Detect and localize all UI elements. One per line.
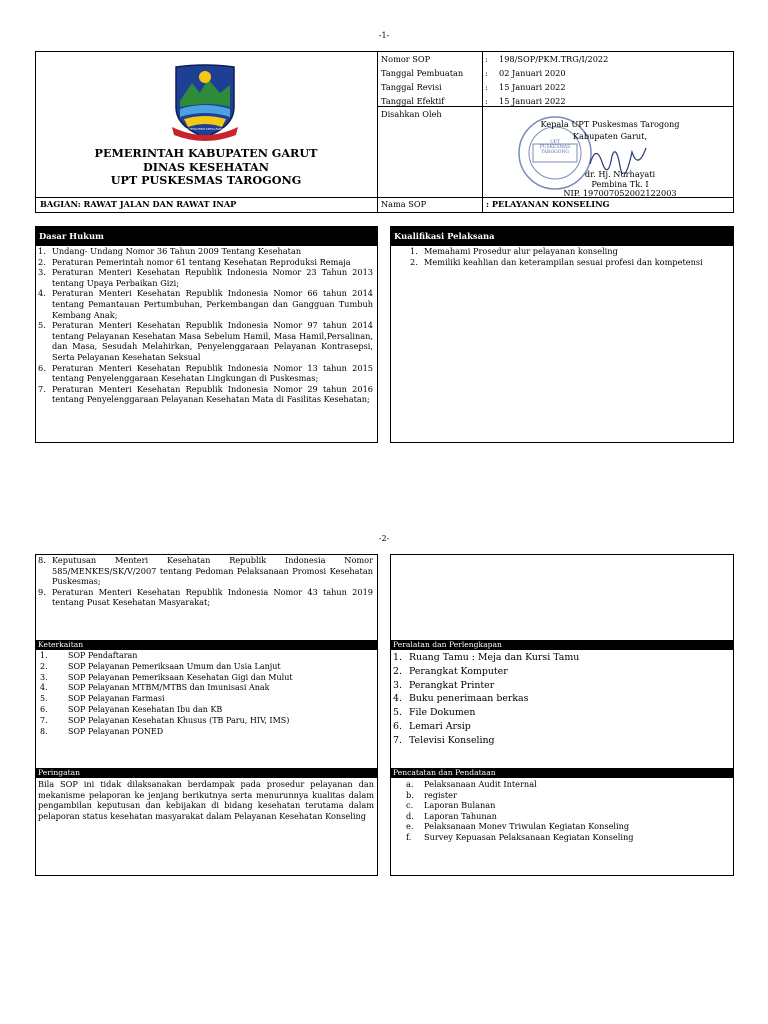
list-text: Peraturan Menteri Kesehatan Republik Indonesia Nomor 97 tahun 2014 tentang Pelayanan Kesehatan Masa Sebelum Hamil, Masa Hamil,Persalinan, dan Masa, Sesudah Melahirkan, Penyelenggaraan Pelayanan Kontrasepsi, Serta Pelayanan Kesehatan Seksual — [52, 320, 373, 362]
list-number: 3. — [393, 679, 402, 691]
list-item — [38, 267, 373, 288]
list-item — [40, 662, 370, 673]
list-number: 2. — [38, 256, 46, 267]
list-number: 9. — [38, 586, 46, 597]
list-text: Peraturan Menteri Kesehatan Republik Indonesia Nomor 29 tahun 2016 tentang Penyelenggaraan Pelayanan Kesehatan Mata di Fasilitas Kesehatan; — [52, 383, 373, 405]
org-line-2: DINAS KESEHATAN — [143, 159, 269, 174]
list-item — [393, 651, 723, 665]
meta-separator: : — [485, 82, 488, 92]
list-number: 1. — [38, 246, 46, 256]
list-item — [393, 734, 723, 748]
stamp-text: UPT PUSKESMAS TAROGONG — [539, 140, 571, 155]
list-number: b. — [406, 789, 414, 800]
list-number: 2. — [393, 665, 402, 677]
list-text: Laporan Tahunan — [424, 810, 497, 821]
list-text: Undang- Undang Nomor 36 Tahun 2009 Tentang Kesehatan — [52, 246, 302, 256]
meta-value: 198/SOP/PKM.TRG/I/2022 — [499, 54, 609, 64]
list-number: 3. — [38, 267, 46, 278]
list-text: Pelaksanaan Audit Internal — [424, 779, 537, 789]
list-item — [38, 288, 373, 320]
signatory-nip: NIP. 197007052002122003 — [563, 188, 677, 199]
list-item — [393, 706, 723, 720]
organization-title — [36, 147, 376, 188]
list-text: Peraturan Pemerintah nomor 61 tentang Kesehatan Reproduksi Remaja — [52, 256, 351, 267]
meta-separator: : — [485, 54, 488, 64]
list-number: c. — [406, 800, 414, 811]
meta-separator: : — [485, 96, 488, 106]
list-number: 5. — [38, 320, 46, 331]
peralatan-title: Peralatan dan Perlengkapan — [390, 640, 734, 650]
list-number: 1. — [410, 246, 418, 256]
list-number: 4. — [393, 693, 402, 705]
list-text: Peraturan Menteri Kesehatan Republik Indonesia Nomor 13 tahun 2015 tentang Penyelenggaraan Kesehatan Lingkungan di Puskesmas; — [52, 362, 373, 384]
pencatatan-list — [406, 779, 726, 843]
list-number: 5. — [40, 694, 48, 704]
org-line-1: PEMERINTAH KABUPATEN GARUT — [94, 146, 318, 160]
list-number: 6. — [38, 362, 46, 373]
meta-row — [381, 68, 566, 78]
kualifikasi-title: Kualifikasi Pelaksana — [390, 226, 734, 246]
list-number: 1. — [393, 652, 402, 663]
list-number: 3. — [40, 672, 48, 682]
list-number: 7. — [393, 734, 402, 746]
list-text: Perangkat Printer — [409, 679, 495, 691]
list-number: 1. — [40, 651, 48, 660]
list-item — [40, 673, 370, 684]
meta-label: Tanggal Pembuatan — [381, 68, 464, 78]
disahkan-label: Disahkan Oleh — [381, 109, 442, 119]
list-number: 5. — [393, 707, 402, 719]
list-item — [40, 705, 370, 716]
list-text: File Dokumen — [409, 707, 476, 719]
list-item — [38, 384, 373, 405]
signatory-name: dr. Hj. Nurhayati — [584, 169, 656, 179]
dasar-hukum-title: Dasar Hukum — [35, 226, 378, 246]
list-text: Peraturan Menteri Kesehatan Republik Indonesia Nomor 23 Tahun 2013 tentang Upaya Perbaikan Gizi; — [52, 267, 373, 288]
list-text: Memahami Prosedur alur pelayanan konseling — [424, 246, 618, 256]
list-text: Laporan Bulanan — [424, 800, 496, 811]
list-text: Buku penerimaan berkas — [409, 693, 529, 705]
page-number: -1- — [378, 31, 390, 40]
list-text: Keputusan Menteri Kesehatan Republik Indonesia Nomor 585/MENKES/SK/V/2007 tentang Pedoman Pelaksanaan Promosi Kesehatan Puskesmas; — [52, 555, 373, 587]
list-text: register — [424, 789, 457, 800]
bagian-label: BAGIAN: RAWAT JALAN DAN RAWAT INAP — [40, 199, 237, 209]
list-item — [38, 257, 373, 268]
list-number: 7. — [40, 715, 48, 725]
list-item — [406, 790, 726, 801]
list-text: Televisi Konseling — [409, 734, 495, 746]
list-item — [40, 651, 370, 662]
meta-label: Nomor SOP — [381, 54, 431, 64]
list-text: Ruang Tamu : Meja dan Kursi Tamu — [409, 652, 580, 663]
page-number-2: -2- — [378, 534, 390, 543]
meta-label: Tanggal Efektif — [381, 96, 445, 106]
logo-ribbon-text: TATA TENGTREM KERTA RAHARJA — [182, 128, 228, 131]
list-text: SOP Pendaftaran — [68, 651, 138, 660]
pencatatan-title: Pencatatan dan Pendataan — [390, 768, 734, 778]
list-text: SOP Pelayanan Kesehatan Khusus (TB Paru, HIV, IMS) — [68, 715, 290, 725]
peralatan-list — [393, 651, 723, 748]
list-item — [406, 821, 726, 832]
list-item — [393, 692, 723, 706]
list-item — [393, 720, 723, 734]
signatory-line-2: Kabupaten Garut, — [572, 130, 648, 141]
peringatan-title: Peringatan — [35, 768, 378, 778]
list-text: SOP Pelayanan MTBM/MTBS dan Imunisasi Anak — [68, 683, 270, 693]
list-item — [40, 694, 370, 705]
list-item — [40, 716, 370, 727]
list-number: a. — [406, 779, 414, 789]
list-text: SOP Pelayanan Farmasi — [68, 694, 165, 704]
meta-row — [381, 82, 566, 92]
list-item — [406, 800, 726, 811]
nama-sop-label: Nama SOP — [381, 199, 427, 209]
signatory-rank: Pembina Tk. I — [591, 178, 649, 189]
list-item — [393, 665, 723, 679]
org-line-3: UPT PUSKESMAS TAROGONG — [110, 173, 302, 187]
list-item — [393, 679, 723, 693]
list-text: Lemari Arsip — [409, 720, 471, 732]
keterkaitan-list — [40, 651, 370, 737]
meta-row — [381, 96, 566, 106]
list-number: f. — [406, 831, 412, 842]
list-number: 8. — [38, 555, 46, 565]
list-item — [38, 363, 373, 384]
meta-label: Tanggal Revisi — [381, 82, 442, 92]
list-text: Memiliki keahlian dan keterampilan sesuai profesi dan kompetensi — [424, 256, 703, 267]
list-item — [38, 320, 373, 362]
list-item — [406, 811, 726, 822]
peringatan-text: Bila SOP ini tidak dilaksanakan berdampak pada prosedur pelayanan dan mekanisme pelaporan ke jenjang berikutnya serta menurunnya kualitas dalam pengambilan keputusan dan kebijakan di bidang kesehatan terutama dalam pelaporan status kesehatan masyarakat dalam Pelayanan Kesehatan Konseling — [38, 779, 374, 821]
list-item — [38, 246, 373, 257]
list-number: 4. — [40, 683, 48, 693]
list-number: 6. — [393, 720, 402, 732]
list-text: Pelaksanaan Monev Triwulan Kegiatan Konseling — [424, 821, 630, 832]
list-number: 2. — [40, 661, 48, 671]
list-number: d. — [406, 810, 414, 821]
list-item — [40, 727, 370, 738]
list-text: SOP Pelayanan PONED — [68, 726, 164, 736]
list-number: e. — [406, 821, 414, 832]
list-item — [38, 555, 373, 587]
signatory-block — [535, 119, 685, 142]
list-item — [406, 832, 726, 843]
list-item — [406, 779, 726, 790]
list-number: 2. — [410, 256, 418, 267]
meta-separator: : — [485, 68, 488, 78]
list-number: 7. — [38, 383, 46, 394]
list-text: SOP Pelayanan Pemeriksaan Umum dan Usia Lanjut — [68, 661, 281, 671]
kualifikasi-list — [410, 246, 730, 267]
list-text: Peraturan Menteri Kesehatan Republik Indonesia Nomor 43 tahun 2019 tentang Pusat Kesehatan Masyarakat; — [52, 586, 373, 608]
list-text: Survey Kepuasan Pelaksanaan Kegiatan Konseling — [424, 831, 634, 842]
keterkaitan-title: Keterkaitan — [35, 640, 378, 650]
nama-sop-value: : PELAYANAN KONSELING — [486, 199, 610, 209]
meta-row — [381, 54, 608, 64]
meta-value: 15 Januari 2022 — [499, 96, 566, 106]
list-item — [40, 683, 370, 694]
signatory-identity — [560, 170, 680, 199]
list-text: Perangkat Komputer — [409, 665, 508, 677]
meta-value: 02 Januari 2020 — [499, 68, 566, 78]
list-text: SOP Pelayanan Pemeriksaan Kesehatan Gigi dan Mulut — [68, 672, 293, 682]
list-item — [410, 246, 730, 257]
signatory-line-1: Kepala UPT Puskesmas Tarogong — [540, 119, 680, 129]
list-item — [410, 257, 730, 268]
list-item — [38, 587, 373, 608]
list-number: 4. — [38, 288, 46, 299]
dasar-hukum-continued — [38, 555, 373, 608]
list-number: 8. — [40, 726, 48, 736]
dasar-hukum-list — [38, 246, 373, 405]
list-text: SOP Pelayanan Kesehatan Ibu dan KB — [68, 704, 223, 714]
list-number: 6. — [40, 704, 48, 714]
list-text: Peraturan Menteri Kesehatan Republik Indonesia Nomor 66 tahun 2014 tentang Pemantauan Pertumbuhan, Perkembangan dan Gangguan Tumbuh Kembang Anak; — [52, 288, 373, 320]
meta-value: 15 Januari 2022 — [499, 82, 566, 92]
